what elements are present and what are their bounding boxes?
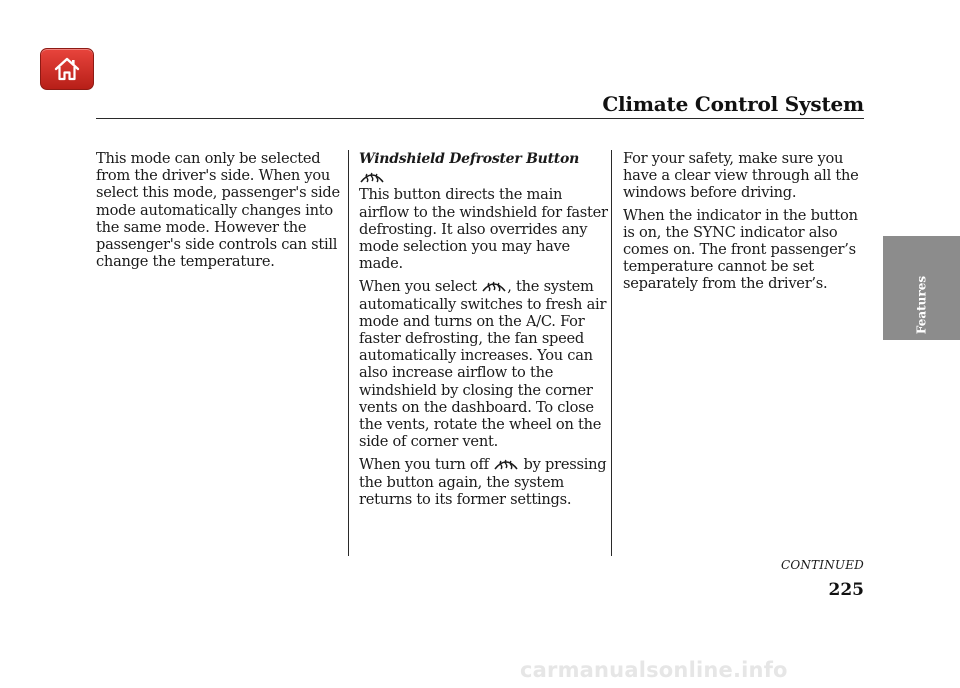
column-divider-2 bbox=[611, 150, 612, 556]
title-rule bbox=[96, 118, 864, 119]
col2-paragraph-1: This button directs the main airflow to the windshield for faster defrosting. It also overrides any mode selection you may have made. bbox=[359, 186, 608, 273]
col2-paragraph-2 bbox=[359, 277, 609, 450]
col2-p3-after: by pressing the button again, the system returns to its former settings. bbox=[359, 456, 607, 508]
col1-paragraph: This mode can only be selected from the driver's side. When you select this mode, passenger's side mode automatically changes into the same mode. However the passenger's side controls can still change the temperature. bbox=[96, 150, 340, 271]
watermark: carmanualsonline.info bbox=[520, 658, 788, 682]
side-tab-label-wrap bbox=[883, 236, 960, 348]
page-number: 225 bbox=[828, 580, 864, 600]
defroster-heading: Windshield Defroster Button bbox=[359, 151, 580, 167]
column-1 bbox=[96, 150, 346, 275]
column-divider-1 bbox=[348, 150, 349, 556]
column-3 bbox=[623, 150, 873, 298]
windshield-defrost-icon bbox=[359, 168, 385, 186]
column-2 bbox=[359, 150, 609, 513]
home-icon bbox=[53, 55, 81, 83]
defroster-heading-row bbox=[359, 150, 609, 186]
continued-label: CONTINUED bbox=[780, 558, 864, 572]
side-tab-label: Features bbox=[914, 275, 929, 335]
col3-paragraph-2: When the indicator in the button is on, the SYNC indicator also comes on. The front passenger’s temperature cannot be set separately from the driver’s. bbox=[623, 206, 858, 293]
col2-paragraph-3 bbox=[359, 455, 609, 508]
section-title: Climate Control System bbox=[602, 92, 864, 116]
col2-p3-before: When you turn off bbox=[359, 456, 494, 474]
col2-p2-after: , the system automatically switches to fresh air mode and turns on the A/C. For faster defrosting, the fan speed automatically increases. You can also increase airflow to the windshield by closing the corner vents on the dashboard. To close the vents, rotate the wheel on the side of corner vent. bbox=[359, 278, 607, 451]
col3-paragraph-1: For your safety, make sure you have a clear view through all the windows before driving. bbox=[623, 150, 859, 202]
home-button[interactable] bbox=[40, 48, 94, 90]
windshield-defrost-icon bbox=[493, 455, 519, 473]
windshield-defrost-icon bbox=[481, 277, 507, 295]
col2-p2-before: When you select bbox=[359, 278, 482, 296]
